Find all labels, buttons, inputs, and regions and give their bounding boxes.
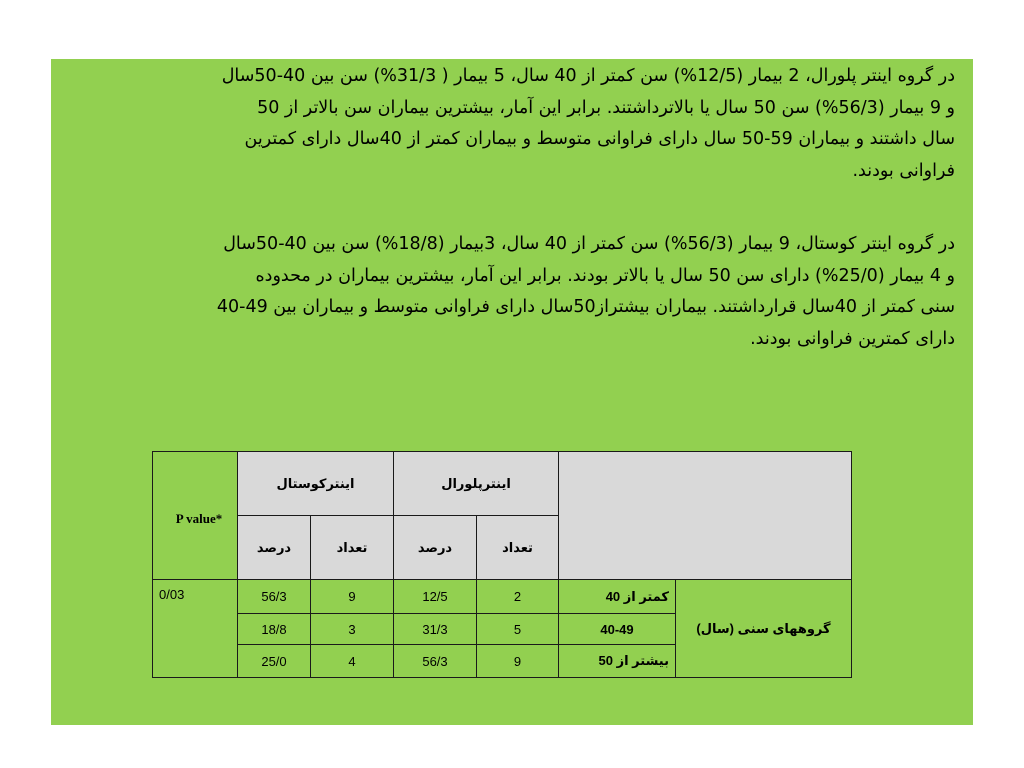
paragraph-line: سال داشتند و بیماران 59-50 سال دارای فراوانی متوسط و بیماران کمتر از 40سال دارای کمترین xyxy=(244,129,955,149)
col-header-count: تعداد xyxy=(311,516,394,580)
cell-ic-count: 3 xyxy=(311,614,394,645)
cell-age-category: کمتر از 40 xyxy=(559,580,676,614)
col-header-percent: درصد xyxy=(394,516,477,580)
age-groups-label: گروههای سنی (سال) xyxy=(676,580,852,678)
paragraph-line: و 4 بیمار (25/0%) دارای سن 50 سال یا بالاتر بودند. برابر این آمار، بیشترین بیماران در محدوده xyxy=(255,265,955,286)
blank-header-cell xyxy=(559,452,852,580)
cell-ip-percent: 12/5 xyxy=(394,580,477,614)
slide xyxy=(51,59,973,725)
age-groups-table xyxy=(152,451,852,678)
paragraph-line: و 9 بیمار (56/3%) سن 50 سال یا بالاترداشتند. برابر این آمار، بیشترین بیماران سن بالاتر از 50 xyxy=(257,97,955,118)
cell-ip-percent: 56/3 xyxy=(394,645,477,678)
cell-ic-percent: 18/8 xyxy=(238,614,311,645)
paragraph-intercostal xyxy=(61,229,963,355)
cell-age-category: 40-49 xyxy=(559,614,676,645)
paragraph-line: سنی کمتر از 40سال قرارداشتند. بیماران بیشتراز50سال دارای فراوانی متوسط و بیماران بین 49-40 xyxy=(216,297,955,317)
cell-ic-count: 9 xyxy=(311,580,394,614)
paragraph-line: در گروه اینتر پلورال، 2 بیمار (12/5%) سن کمتر از 40 سال، 5 بیمار ( 31/3%) سن بین 40-50سال xyxy=(221,66,955,86)
pvalue-header: P value* xyxy=(153,452,238,580)
group-header-intercostal: اینترکوستال xyxy=(238,452,394,516)
pvalue-cell: 0/03 xyxy=(153,580,238,678)
group-header-interpleural: اینترپلورال xyxy=(394,452,559,516)
paragraph-line: دارای کمترین فراوانی بودند. xyxy=(750,328,955,349)
paragraph-line: در گروه اینتر کوستال، 9 بیمار (56/3%) سن کمتر از 40 سال، 3بیمار (18/8%) سن بین 40-50سال xyxy=(223,234,955,254)
cell-ic-percent: 25/0 xyxy=(238,645,311,678)
paragraph-line: فراوانی بودند. xyxy=(852,160,955,181)
paragraph-interpleural xyxy=(61,61,963,187)
col-header-count: تعداد xyxy=(477,516,559,580)
cell-ic-percent: 56/3 xyxy=(238,580,311,614)
cell-age-category: بیشتر از 50 xyxy=(559,645,676,678)
cell-ic-count: 4 xyxy=(311,645,394,678)
cell-ip-count: 5 xyxy=(477,614,559,645)
table-row xyxy=(153,580,852,614)
cell-ip-count: 9 xyxy=(477,645,559,678)
cell-ip-percent: 31/3 xyxy=(394,614,477,645)
cell-ip-count: 2 xyxy=(477,580,559,614)
col-header-percent: درصد xyxy=(238,516,311,580)
